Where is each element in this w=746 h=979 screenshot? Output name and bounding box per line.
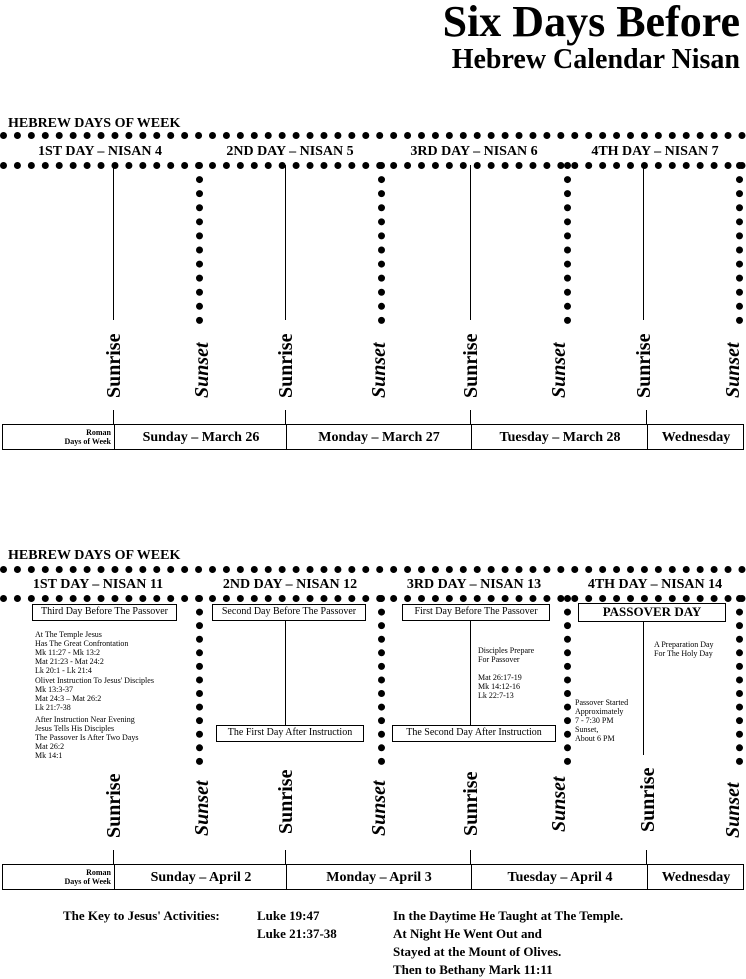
- section2-sunset-divider: [564, 595, 571, 765]
- section2-tick: [470, 850, 471, 864]
- section1-sunrise-label: Sunrise: [275, 333, 297, 398]
- section2-sunset-divider: [736, 595, 743, 765]
- footer-ref-2: Luke 21:37-38: [257, 926, 337, 941]
- footer-key-label: The Key to Jesus' Activities:: [63, 908, 220, 923]
- section1-day-3: 3RD DAY – NISAN 6: [410, 144, 538, 159]
- section1-day-4: 4TH DAY – NISAN 7: [591, 144, 719, 159]
- section2-day-2: 2ND DAY – NISAN 12: [222, 577, 358, 592]
- section1-heading: HEBREW DAYS OF WEEK: [8, 116, 181, 131]
- section1-sunrise-line: [113, 165, 114, 320]
- section2-sunset-label: Sunset: [722, 782, 744, 838]
- section1-sunrise-label: Sunrise: [633, 333, 655, 398]
- box-first-day-before-passover: First Day Before The Passover: [402, 604, 550, 621]
- section1-top-dotted-line: [0, 132, 746, 139]
- section1-roman-day: Monday – March 27: [318, 430, 440, 445]
- section2-sunset-label: Sunset: [191, 780, 213, 836]
- section1-sunset-label: Sunset: [368, 342, 390, 398]
- section1-sunset-divider: [564, 162, 571, 324]
- section1-sunset-label: Sunset: [722, 342, 744, 398]
- section2-roman-day: Wednesday: [661, 870, 731, 885]
- section1-day-1: 1ST DAY – NISAN 4: [38, 144, 162, 159]
- section2-sunrise-label: Sunrise: [460, 771, 482, 836]
- section1-roman-day: Wednesday: [661, 430, 731, 445]
- section1-sunrise-line: [285, 165, 286, 320]
- footer-ref-1: Luke 19:47: [257, 908, 320, 923]
- section1-sunrise-line: [643, 165, 644, 320]
- box-passover-day: PASSOVER DAY: [578, 603, 726, 622]
- section2-roman-label: Roman Days of Week: [64, 868, 111, 886]
- section2-day-4: 4TH DAY – NISAN 14: [587, 577, 723, 592]
- section2-tick: [113, 850, 114, 864]
- section1-roman-label: Roman Days of Week: [64, 428, 111, 446]
- section1-sunset-divider: [736, 162, 743, 324]
- section1-sunset-label: Sunset: [191, 342, 213, 398]
- section1-day-2: 2ND DAY – NISAN 5: [226, 144, 354, 159]
- section1-bottom-dotted-line: [0, 162, 746, 169]
- section1-sunrise-label: Sunrise: [460, 333, 482, 398]
- section2-sunset-label: Sunset: [368, 780, 390, 836]
- section2-roman-day: Monday – April 3: [326, 870, 432, 885]
- section2-top-dotted-line: [0, 566, 746, 573]
- section2-day-1: 1ST DAY – NISAN 11: [32, 577, 164, 592]
- section1-sunset-divider: [196, 162, 203, 324]
- section2-sunset-label: Sunset: [548, 776, 570, 832]
- section2-bottom-dotted-line: [0, 595, 746, 602]
- footer-activities: In the Daytime He Taught at The Temple. At Night He Went Out and Stayed at the Mount of Olives. Then to Bethany Mark 11:11: [393, 908, 624, 977]
- page-title: Six Days Before: [442, 0, 740, 46]
- section2-roman-days-bar: [2, 864, 744, 890]
- section2-tick: [285, 850, 286, 864]
- section2-sunrise-line: [643, 620, 644, 755]
- note-prepare-refs: Mat 26:17-19 Mk 14:12-16 Lk 22:7-13: [478, 673, 522, 700]
- section1-tick: [113, 410, 114, 424]
- box-second-day-before-passover: Second Day Before The Passover: [212, 604, 366, 621]
- note-preparation-day: A Preparation Day For The Holy Day: [654, 640, 714, 658]
- section2-sunrise-line: [470, 620, 471, 725]
- section1-tick: [470, 410, 471, 424]
- section2-sunrise-line: [285, 620, 286, 725]
- section1-roman-day: Sunday – March 26: [142, 430, 260, 445]
- note-disciples-prepare: Disciples Prepare For Passover: [478, 646, 535, 664]
- note-passover-started: Passover Started Approximately 7 - 7:30 PM Sunset, About 6 PM: [575, 698, 629, 743]
- note-temple-confrontation: At The Temple Jesus Has The Great Confrontation Mk 11:27 - Mk 13:2 Mat 21:23 - Mat 24:2 Lk 20:1 - Lk 21:4: [35, 630, 129, 675]
- section2-sunset-divider: [378, 595, 385, 765]
- section1-tick: [285, 410, 286, 424]
- section1-sunset-label: Sunset: [548, 342, 570, 398]
- section1-sunset-divider: [378, 162, 385, 324]
- box-second-day-after-instruction: The Second Day After Instruction: [392, 725, 556, 742]
- section2-heading: HEBREW DAYS OF WEEK: [8, 548, 181, 563]
- section1-roman-day: Tuesday – March 28: [499, 430, 621, 445]
- section2-tick: [646, 850, 647, 864]
- section2-roman-day: Sunday – April 2: [150, 870, 252, 885]
- box-first-day-after-instruction: The First Day After Instruction: [216, 725, 364, 742]
- page-subtitle: Hebrew Calendar Nisan: [451, 44, 740, 75]
- section2-sunset-divider: [196, 595, 203, 765]
- box-third-day-before-passover: Third Day Before The Passover: [32, 604, 177, 621]
- section2-day-3: 3RD DAY – NISAN 13: [406, 577, 542, 592]
- section1-sunrise-line: [470, 165, 471, 320]
- section2-sunrise-label: Sunrise: [275, 769, 297, 834]
- section2-roman-day: Tuesday – April 4: [507, 870, 613, 885]
- section2-sunrise-label: Sunrise: [637, 767, 659, 832]
- note-olivet-instruction: Olivet Instruction To Jesus' Disciples Mk 13:3-37 Mat 24:3 – Mat 26:2 Lk 21:7-38: [35, 676, 154, 712]
- section2-sunrise-label: Sunrise: [103, 773, 125, 838]
- section1-sunrise-label: Sunrise: [103, 333, 125, 398]
- note-after-instruction: After Instruction Near Evening Jesus Tells His Disciples The Passover Is After Two Days Mat 26:2 Mk 14:1: [35, 715, 139, 760]
- section1-tick: [646, 410, 647, 424]
- section1-roman-days-bar: [2, 424, 744, 450]
